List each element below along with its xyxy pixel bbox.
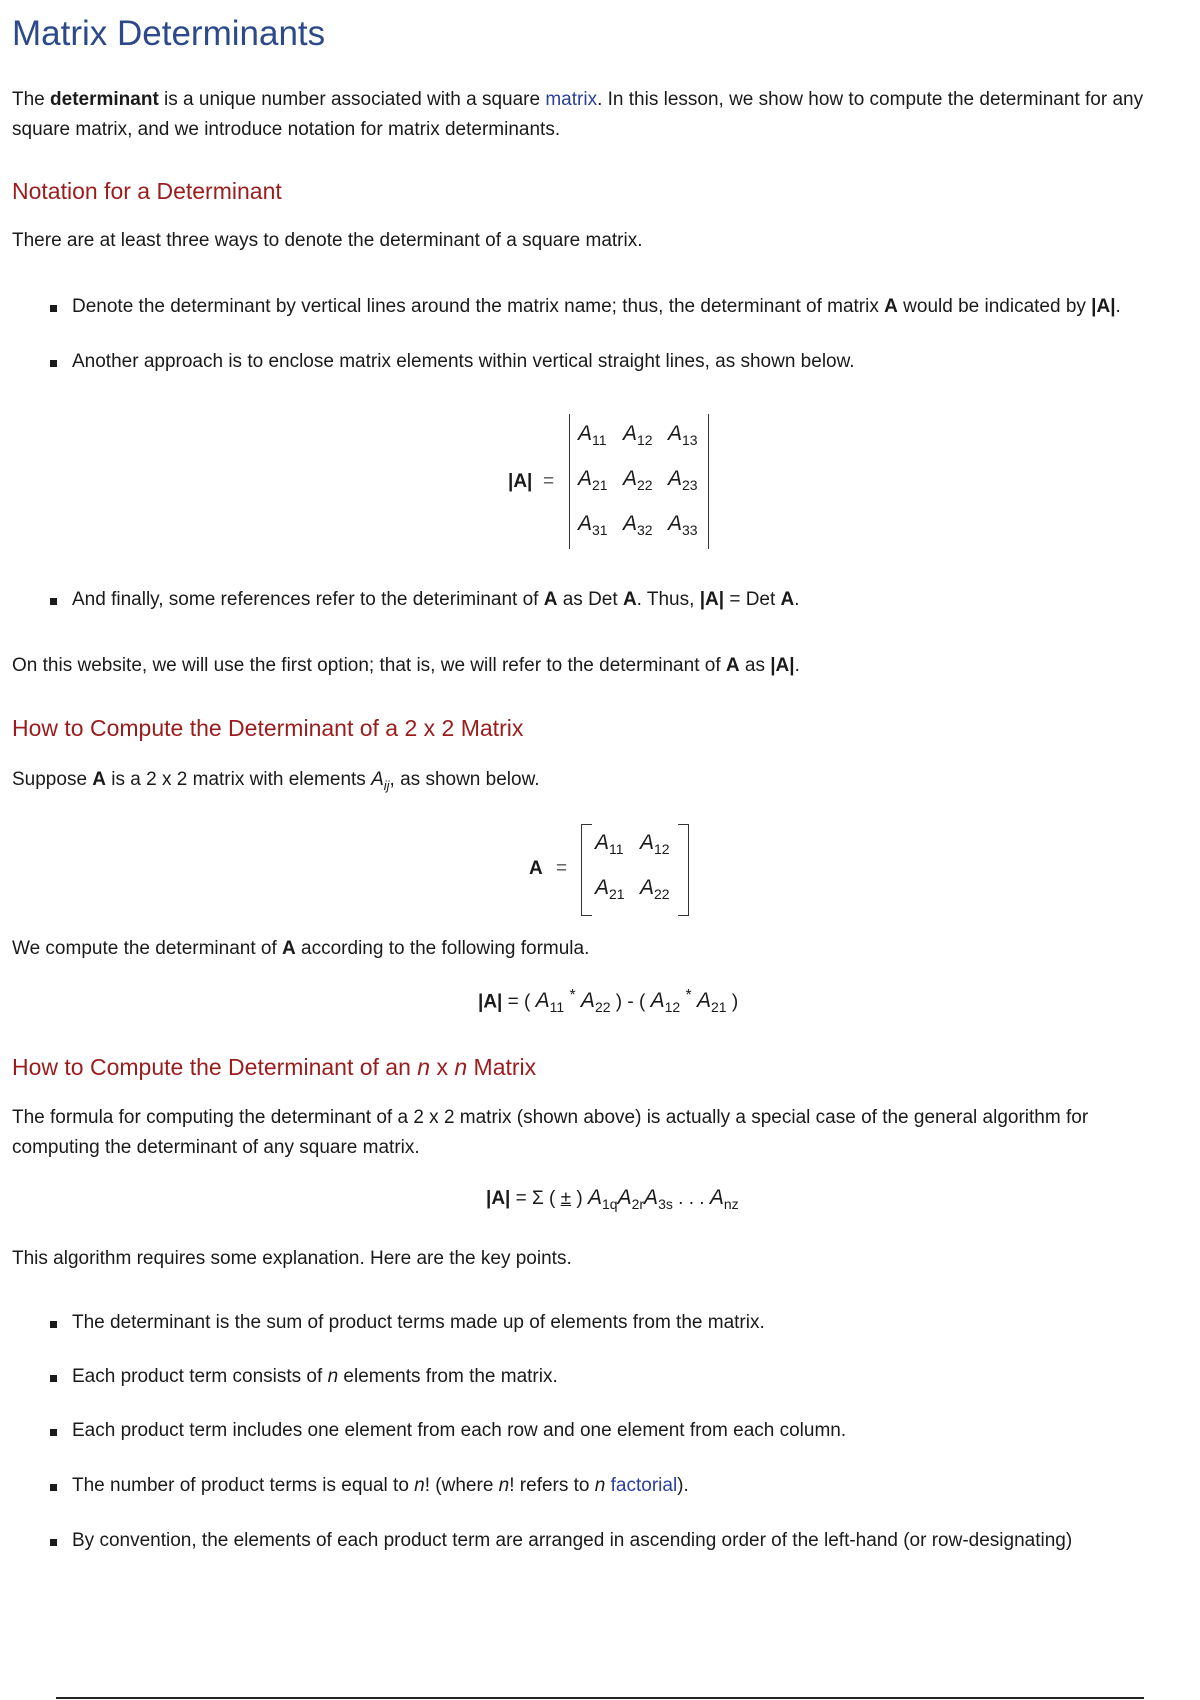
paragraph-text: We compute the determinant of xyxy=(12,938,283,959)
list-text: . xyxy=(794,589,800,610)
list-text: as Det xyxy=(557,589,623,610)
matrix-element: $A_{31}$ xyxy=(578,512,608,539)
formula-element: $A_{2r}$ xyxy=(617,1186,645,1213)
determinant-formula-2x2 xyxy=(478,987,738,1016)
paragraph-text: . xyxy=(794,655,800,676)
matrix-symbol: A xyxy=(282,938,296,959)
det-label: |A| xyxy=(508,471,533,492)
list-text: would be indicated by xyxy=(897,296,1092,317)
heading-variable: n xyxy=(417,1054,431,1080)
formula-text: ) xyxy=(731,991,739,1013)
matrix-element: $A_{13}$ xyxy=(668,422,698,449)
formula-element: $A_{11}$ xyxy=(535,989,565,1016)
list-text: By convention, the elements of each product term are arranged in ascending order of the left-hand (or row-designating) xyxy=(72,1530,1073,1551)
matrix-element: $A_{23}$ xyxy=(668,467,698,494)
notation-heading: Notation for a Determinant xyxy=(12,178,282,204)
determinant-3x3 xyxy=(569,414,709,549)
matrix-element: $A_{21}$ xyxy=(595,876,625,903)
matrix-link[interactable]: matrix xyxy=(545,89,598,110)
list-text: The determinant is the sum of product terms made up of elements from the matrix. xyxy=(72,1312,765,1333)
formula-ellipsis: . . . xyxy=(672,1188,710,1209)
matrix-symbol: A xyxy=(543,589,558,610)
list-text: Another approach is to enclose matrix elements within vertical straight lines, as shown below. xyxy=(72,351,855,372)
bullet-icon xyxy=(50,1375,57,1382)
intro-line-2: square matrix, and we introduce notation for matrix determinants. xyxy=(12,119,561,140)
formula-text: ) - ( xyxy=(615,991,646,1013)
list-text: Each product term consists of xyxy=(72,1366,328,1387)
formula-text: = ( xyxy=(507,991,531,1013)
matrix-element: $A_{11}$ xyxy=(595,831,624,858)
list-item xyxy=(72,296,1121,318)
heading-variable: n xyxy=(454,1054,468,1080)
matrix-element: $A_{11}$ xyxy=(578,422,607,449)
matrix-element: $A_{33}$ xyxy=(668,512,698,539)
list-item xyxy=(72,1530,1072,1552)
paragraph-text: On this website, we will use the first option; that is, we will refer to the determinant of xyxy=(12,655,726,676)
list-text: . Thus, xyxy=(636,589,700,610)
intro-line-1 xyxy=(12,85,1187,115)
list-text: ! (where xyxy=(424,1475,499,1496)
two-by-two-intro xyxy=(12,765,540,801)
factorial-link[interactable]: factorial xyxy=(610,1475,678,1496)
intro-text: The xyxy=(12,89,51,110)
det-symbol: |A| xyxy=(478,991,503,1013)
paragraph-text: according to the following formula. xyxy=(295,938,590,959)
matrix-symbol: A xyxy=(92,769,107,790)
list-text: elements from the matrix. xyxy=(338,1366,558,1387)
formula-element: $A_{21}$ xyxy=(696,989,727,1016)
bullet-icon xyxy=(50,1484,57,1491)
formula-text: = Σ ( xyxy=(515,1188,556,1209)
list-text: Each product term includes one element from each row and one element from each column. xyxy=(72,1420,847,1441)
paragraph-text: Suppose xyxy=(12,769,93,790)
matrix-element: $A_{32}$ xyxy=(623,512,653,539)
list-text: The number of product terms is equal to xyxy=(72,1475,415,1496)
list-text: ). xyxy=(677,1475,689,1496)
bullet-icon xyxy=(50,305,57,312)
bullet-icon xyxy=(50,1321,57,1328)
multiply-symbol: * xyxy=(685,987,692,1004)
heading-text: Matrix xyxy=(467,1054,537,1080)
n-by-n-explain: This algorithm requires some explanation. Here are the key points. xyxy=(12,1248,572,1269)
intro-paragraph xyxy=(12,85,1187,145)
variable: n xyxy=(414,1475,425,1496)
element-symbol: $A_{ij}$ xyxy=(371,769,390,793)
matrix-label: A xyxy=(529,858,543,879)
heading-text: x xyxy=(430,1054,455,1080)
bullet-icon xyxy=(50,360,57,367)
paragraph-text: , as shown below. xyxy=(389,769,540,790)
intro-text: . In this lesson, we show how to compute the determinant for any xyxy=(597,89,1144,110)
paragraph-text: is a 2 x 2 matrix with elements xyxy=(106,769,372,790)
det-symbol: |A| xyxy=(1091,296,1116,317)
list-item xyxy=(72,1312,765,1334)
bullet-icon xyxy=(50,1539,57,1546)
list-text: Denote the determinant by vertical lines around the matrix name; thus, the determinant of matrix xyxy=(72,296,885,317)
determinant-formula-general xyxy=(486,1186,739,1212)
divider xyxy=(56,1697,1144,1699)
determinant-term: determinant xyxy=(50,89,159,110)
list-item xyxy=(72,351,855,373)
equals-sign: = xyxy=(543,471,555,492)
matrix-element: $A_{22}$ xyxy=(623,467,653,494)
det-symbol: |A| xyxy=(699,589,725,610)
list-text: = Det xyxy=(724,589,781,610)
variable: n xyxy=(327,1366,339,1387)
matrix-element: $A_{12}$ xyxy=(640,831,670,858)
n-by-n-intro: The formula for computing the determinant of a 2 x 2 matrix (shown above) is actually a special case of the general algorithm for computing the determinant of any square matrix. xyxy=(12,1107,1089,1158)
formula-text: ) xyxy=(576,1188,583,1209)
list-item xyxy=(72,1366,558,1388)
variable: n xyxy=(594,1475,606,1496)
matrix-symbol: A xyxy=(780,589,795,610)
list-item xyxy=(72,1420,846,1442)
notation-closing xyxy=(12,651,800,681)
n-by-n-heading xyxy=(12,1054,536,1081)
formula-element: $A_{nz}$ xyxy=(709,1186,739,1213)
bullet-icon xyxy=(50,1429,57,1436)
equals-sign: = xyxy=(556,858,568,879)
plus-minus-symbol: ± xyxy=(560,1188,572,1209)
matrix-symbol: A xyxy=(622,589,637,610)
det-symbol: |A| xyxy=(486,1188,511,1209)
formula-element: $A_{3s}$ xyxy=(644,1186,673,1213)
matrix-symbol: A xyxy=(884,296,898,317)
list-item xyxy=(72,589,800,611)
notation-intro: There are at least three ways to denote the determinant of a square matrix. xyxy=(12,230,643,251)
det-symbol: |A| xyxy=(770,655,795,676)
matrix-element: $A_{22}$ xyxy=(640,876,670,903)
variable: n xyxy=(498,1475,510,1496)
formula-element: $A_{22}$ xyxy=(580,989,611,1016)
matrix-element: $A_{12}$ xyxy=(623,422,653,449)
two-by-two-heading: How to Compute the Determinant of a 2 x 2 Matrix xyxy=(12,715,524,741)
matrix-element: $A_{21}$ xyxy=(578,467,608,494)
matrix-2x2 xyxy=(581,824,689,916)
paragraph-text: as xyxy=(739,655,771,676)
heading-text: How to Compute the Determinant of an xyxy=(12,1054,418,1080)
list-item xyxy=(72,1475,689,1497)
intro-text: is a unique number associated with a square xyxy=(158,89,546,110)
list-text: ! refers to xyxy=(509,1475,595,1496)
formula-intro xyxy=(12,934,589,964)
list-text: And finally, some references refer to the deteriminant of xyxy=(72,589,544,610)
matrix-symbol: A xyxy=(725,655,740,676)
list-text: . xyxy=(1115,296,1121,317)
bullet-icon xyxy=(50,598,57,605)
multiply-symbol: * xyxy=(569,987,576,1004)
page-title: Matrix Determinants xyxy=(12,14,326,53)
formula-element: $A_{1q}$ xyxy=(587,1186,618,1213)
formula-element: $A_{12}$ xyxy=(650,989,681,1016)
